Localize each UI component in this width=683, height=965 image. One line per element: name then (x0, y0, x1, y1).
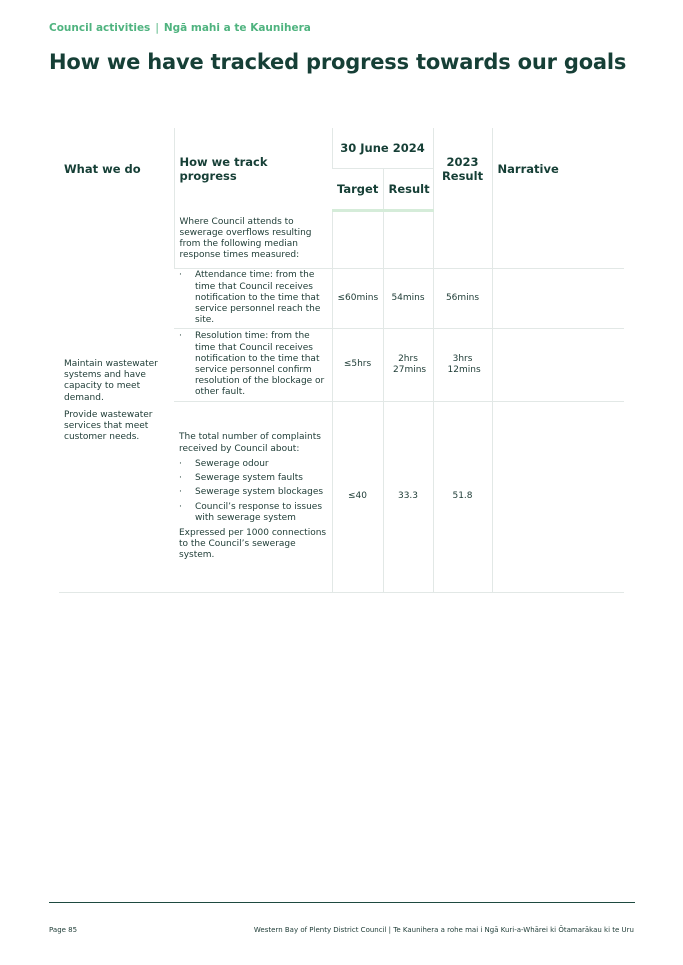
result-value: 33.3 (383, 402, 433, 593)
list-item: · Sewerage system blockages (179, 487, 324, 498)
breadcrumb (49, 22, 311, 34)
header-narrative: Narrative (492, 128, 624, 211)
breadcrumb-separator: | (155, 22, 159, 34)
list-item: · Sewerage odour (179, 458, 269, 469)
what-we-do-item: Provide wastewater services that meet customer needs. (64, 409, 153, 443)
result-value: 54mins (383, 269, 433, 329)
prev-result-value: 51.8 (433, 402, 492, 593)
prev-result-value: 56mins (433, 269, 492, 329)
what-we-do-cell (59, 211, 174, 593)
target-value: ≤60mins (332, 269, 383, 329)
page-number: Page 85 (49, 926, 78, 934)
target-value: ≤40 (332, 402, 383, 593)
list-item: · Attendance time: from the time that Council receives notification to the time that service personnel reach the site. (179, 270, 321, 326)
what-we-do-item: Maintain wastewater systems and have capacity to meet demand. (64, 359, 158, 403)
header-result: Result (383, 169, 433, 211)
list-item: · Resolution time: from the time that Council receives notification to the time that service personnel confirm resolution of the blockage or other fault. (179, 331, 325, 398)
header-period: 30 June 2024 (332, 128, 433, 169)
prev-result-value: 3hrs 12mins (433, 329, 492, 402)
header-target: Target (332, 169, 383, 211)
table-row (59, 211, 624, 269)
list-item: · Sewerage system faults (179, 473, 303, 484)
footer-divider (49, 902, 635, 903)
complaints-outro: Expressed per 1000 connections to the Council’s sewerage system. (179, 527, 327, 561)
header-prev-result: 2023 Result (433, 128, 492, 211)
list-item: · Council’s response to issues with sewerage system (179, 501, 323, 523)
breadcrumb-section: Council activities (49, 22, 151, 34)
intro-cell: Where Council attends to sewerage overflows resulting from the following median response times measured: (174, 211, 332, 269)
header-how-we-track: How we track progress (174, 128, 332, 211)
narrative-cell (492, 329, 624, 402)
page-title: How we have tracked progress towards our goals (49, 50, 627, 74)
complaints-intro: The total number of complaints received by Council about: (179, 432, 321, 454)
narrative-cell (492, 402, 624, 593)
narrative-cell (492, 269, 624, 329)
result-value: 2hrs 27mins (383, 329, 433, 402)
footer-organisation: Western Bay of Plenty District Council | Te Kaunihera a rohe mai i Ngā Kuri-a-Whārei ki Ōtamarākau ki te Uru (253, 926, 634, 934)
complaints-list (179, 459, 327, 524)
breadcrumb-section-maori: Ngā mahi a te Kaunihera (163, 22, 311, 34)
header-what-we-do: What we do (64, 162, 141, 177)
target-value: ≤5hrs (332, 329, 383, 402)
progress-table (59, 128, 624, 593)
